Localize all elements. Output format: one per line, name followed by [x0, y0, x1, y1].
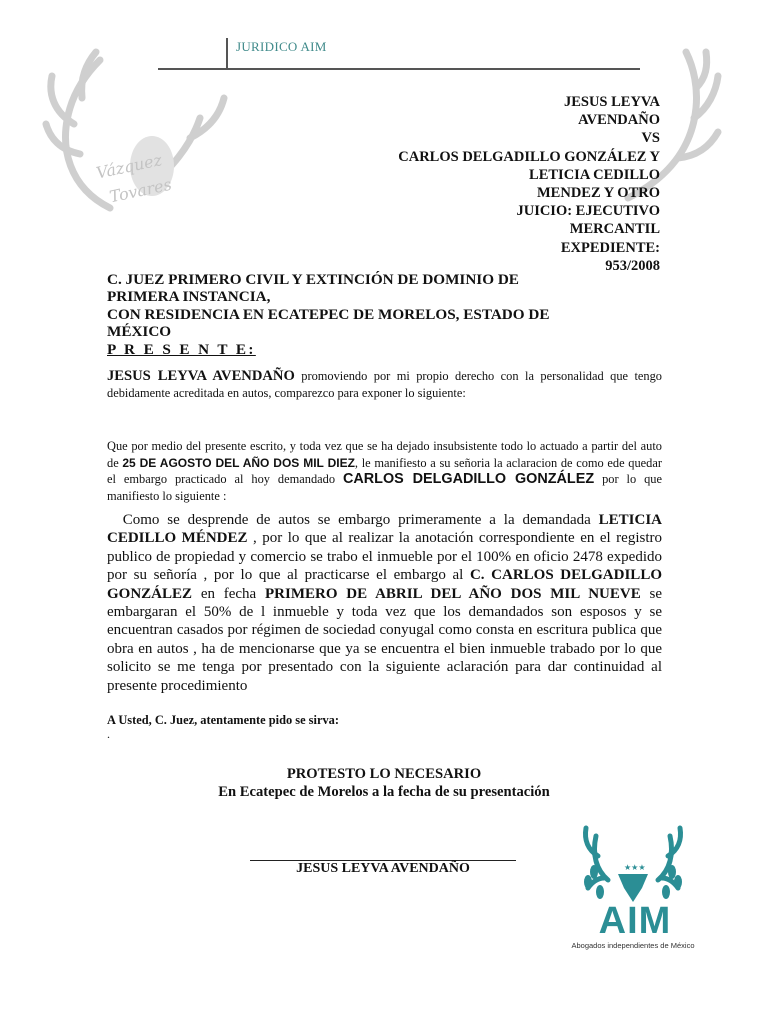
addressee-line: C. JUEZ PRIMERO CIVIL Y EXTINCIÓN DE DOMINIO DE [107, 271, 519, 288]
addressee-line: MÉXICO [107, 323, 172, 341]
protesto-block [0, 766, 768, 801]
explanation-paragraph [107, 511, 662, 695]
addressee-line: PRIMERA INSTANCIA, [107, 288, 271, 306]
case-caption [398, 93, 660, 275]
caption-line: LETICIA CEDILLO [529, 166, 660, 183]
statement-text: por lo que manifiesto lo siguiente : [107, 472, 663, 503]
codefendant-name: LETICIA CEDILLO MÉNDEZ [107, 512, 662, 547]
signature-watermark-line1: Vázquez [94, 150, 164, 183]
promovente-name: JESUS LEYVA AVENDAÑO [107, 368, 295, 384]
protesto-place-date: En Ecatepec de Morelos a la fecha de su presentación [218, 783, 550, 800]
statement-paragraph [107, 438, 662, 504]
closing-dot: . [107, 727, 110, 741]
statement-text: Que por medio del presente escrito, y toda vez que se ha dejado insubsistente todo lo actuado a partir del auto de [107, 439, 662, 470]
embargo-date: PRIMERO DE ABRIL DEL AÑO DOS MIL NUEVE [265, 585, 641, 602]
svg-text:★★★: ★★★ [624, 863, 646, 872]
caption-line: 953/2008 [605, 257, 660, 274]
addressee-block [107, 271, 667, 358]
defendant-name: CARLOS DELGADILLO GONZÁLEZ [342, 471, 595, 487]
explanation-text: se embargaran el 50% de l inmueble y toda vez que los demandados son esposos y se encuentran casados por régimen de sociedad conyugal como consta en escritura publica que obra en autos , ha de mencionarse que ya se encuentra el bien inmueble trabado por lo que solicito se me tenga por presentado con la siguiente aclaración para dar continuidad al presente procedimiento [107, 585, 662, 694]
explanation-text: , por lo que al realizar la anotación correspondiente en el registro publico de propiedad y comercio se trabo el inmueble por el 100% en oficio 2478 expedido por su señoría , por lo que al practicarse el embargo al [107, 530, 662, 584]
caption-line: MENDEZ Y OTRO [537, 185, 660, 202]
caption-line: CARLOS DELGADILLO GONZÁLEZ Y [398, 148, 660, 165]
presente-heading: P R E S E N T E: [107, 340, 256, 358]
logo-wordmark: AIM [598, 900, 672, 942]
logo-subtitle: Abogados independientes de México [571, 941, 695, 950]
caption-line: MERCANTIL [569, 221, 660, 238]
header-title: JURIDICO AIM [236, 39, 327, 54]
statement-text: , le manifiesto a su señoria la aclaracion de como ede quedar el embargo practicado al hoy demandado [107, 455, 662, 486]
caption-line: JESUS LEYVA [563, 94, 660, 110]
auto-date: 25 DE AGOSTO DEL AÑO DOS MIL DIEZ [122, 455, 355, 470]
caption-line: VS [641, 130, 660, 147]
signature-watermark-line2: Tovares [107, 174, 174, 207]
explanation-text: en fecha [192, 585, 266, 602]
closing-request: A Usted, C. Juez, atentamente pido se sirva: [107, 713, 339, 727]
intro-paragraph [107, 368, 662, 401]
caption-line: JUICIO: EJECUTIVO [516, 203, 660, 220]
caption-line: EXPEDIENTE: [560, 239, 660, 256]
intro-text: promoviendo por mi propio derecho con la personalidad que tengo debidamente acreditada en autos, comparezco para exponer lo siguiente: [107, 369, 662, 400]
signature-name: JESUS LEYVA AVENDAÑO [296, 861, 470, 876]
defendant-name: C. CARLOS DELGADILLO GONZÁLEZ [107, 567, 662, 602]
caption-line: AVENDAÑO [578, 112, 660, 129]
protesto-title: PROTESTO LO NECESARIO [286, 766, 482, 782]
addressee-line: CON RESIDENCIA EN ECATEPEC DE MORELOS, ESTADO DE [107, 305, 550, 323]
explanation-text: Como se desprende de autos se embargo primeramente a la demandada [122, 512, 599, 528]
